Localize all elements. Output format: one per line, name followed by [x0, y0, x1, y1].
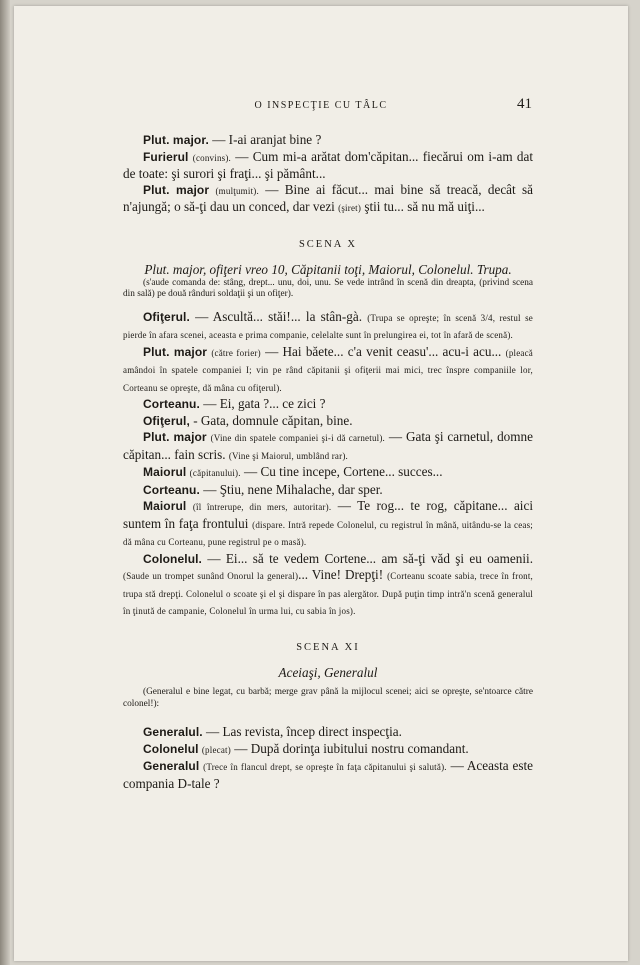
stage-direction: (către forier)	[211, 347, 261, 358]
speaker-name: Maiorul	[143, 499, 187, 514]
stage-direction-block: (Generalul e bine legat, cu barbă; merge grav până la mijlocul scenei; aici se opreşte, se'ntoarce către colonel!):	[123, 687, 533, 709]
speech-text: — Gata şi carnetul, domne căpitan... fain scris.	[123, 429, 533, 462]
stage-direction: (Vine şi Maiorul, umblând rar).	[228, 450, 348, 461]
speaker-name: Generalul.	[143, 725, 203, 740]
speech-text: — Bine ai făcut... mai bine să treacă, decât să n'ajungă; o să-ţi dau un conced, dar vezi	[123, 181, 534, 214]
speaker-name: Plut. major	[143, 182, 210, 197]
scene-cast: Plut. major, ofiţeri vreo 10, Căpitanii toţi, Maiorul, Colonelul. Trupa.	[144, 262, 512, 277]
stage-direction: (îl întrerupe, din mers, autoritar).	[192, 502, 332, 513]
scene-title: SCENA X	[298, 238, 358, 250]
speech-text: ştii tu... să nu mă uiţi...	[361, 199, 485, 214]
dialogue-line	[123, 758, 533, 791]
speaker-name: Generalul	[143, 759, 200, 774]
speaker-name: Ofiţerul.	[143, 309, 190, 324]
book-spine-shadow	[0, 0, 10, 965]
stage-direction: (şiret)	[338, 203, 362, 213]
page-text	[123, 132, 533, 791]
speaker-name: Plut. major	[143, 344, 208, 359]
stage-direction: (căpitanului).	[189, 468, 241, 479]
stage-direction: (Saude un trompet sunând Onorul la general)	[123, 571, 299, 582]
speaker-name: Corteanu.	[143, 397, 200, 412]
dialogue-line	[123, 429, 533, 464]
speech-text: — Ei, gata ?... ce zici ?	[199, 396, 326, 412]
speech-text: — I-ai aranjat bine ?	[208, 132, 322, 147]
book-page	[14, 6, 628, 961]
dialogue-line	[123, 413, 533, 430]
speaker-name: Colonelul	[143, 741, 199, 756]
stage-direction: (Vine din spatele companiei şi-i dă carnetul).	[210, 433, 385, 444]
speech-text: — Cu tine incepe, Cortene... succes...	[240, 464, 443, 480]
stage-direction-block: (s'aude comanda de: stâng, drept... unu, doi, unu. Se vede intrând în scenă din dreapta, (privind scena din sală) pe două rânduri soldaţii şi un ofiţer).	[123, 278, 533, 300]
stage-direction: (dispare. Intră repede Colonelul, cu registrul în mână, uitându-se la ceas; dă mâna cu Corteanu, pune registrul pe o masă).	[123, 519, 534, 548]
speech-text: — Las revista, încep direct inspecţia.	[202, 724, 402, 740]
speaker-name: Plut. major	[143, 430, 207, 445]
speaker-name: Maiorul	[143, 465, 187, 480]
running-title: O INSPECŢIE CU TÂLC	[254, 100, 388, 111]
speaker-name: Ofiţerul,	[143, 413, 190, 428]
scene-title: SCENA XI	[296, 641, 360, 653]
stage-direction: (Trupa se opreşte; în scenă 3/4, restul se pierde în afara scenei, aceasta e prima companie, celelalte sunt în prelungirea ei, tot în afară de scenă).	[123, 312, 533, 341]
speech-text: — Ştiu, nene Mihalache, dar sper.	[199, 481, 383, 497]
speech-text: ... Vine! Drepţi!	[298, 567, 388, 583]
dialogue-line	[123, 551, 533, 620]
speech-text: — Ascultă... stăi!... la stân-gà.	[189, 308, 368, 324]
speaker-name: Furierul	[143, 149, 189, 164]
speech-text: — Hai băete... c'a venit ceasu'... acu-i acu...	[260, 343, 506, 359]
page-header	[14, 98, 628, 118]
dialogue-line	[123, 741, 533, 759]
speaker-name: Plut. major.	[143, 133, 209, 147]
page-number: 41	[517, 96, 532, 112]
dialogue-line	[123, 149, 533, 182]
speech-text: — Aceasta este compania D-tale ?	[123, 758, 533, 791]
speech-text: — Ei... să te vedem Cortene... am să-ţi văd şi eu oamenii.	[202, 550, 533, 566]
stage-direction: (Corteanu scoate sabia, trece în front, trupa stă drepţi. Colonelul o scoate şi el şi dispare în pas alergător. După puţin timp intră'n scenă generalul în ţinută de campanie, Colonelul în urma lui, cu sabia în jos).	[123, 571, 534, 617]
speech-text: — Te rog... te rog, căpitane... aici suntem în faţa frontului	[123, 498, 533, 531]
speaker-name: Colonelul.	[143, 551, 202, 566]
dialogue-line	[123, 396, 533, 413]
scene-cast: Aceiaşi, Generalul	[278, 665, 378, 681]
stage-direction: (pleacă amândoi în spatele companiei I; vin pe rând căpitanii şi ofiţerii mai mici, trec înspre companiile lor, Corteanu se opreşte, dă mâna cu ofiţerul).	[123, 347, 534, 393]
stage-direction: (plecat)	[201, 744, 231, 755]
dialogue-line	[123, 724, 533, 741]
dialogue-line	[123, 344, 533, 397]
dialogue-line	[123, 482, 533, 499]
speech-text: — După dorinţa iubitului nostru comandant.	[230, 740, 469, 756]
speech-text: - Gata, domnule căpitan, bine.	[189, 412, 353, 428]
dialogue-line	[123, 498, 533, 551]
stage-direction: (Trece în flancul drept, se opreşte în faţa căpitanului şi salută).	[203, 762, 447, 773]
dialogue-line	[123, 309, 533, 344]
dialogue-line	[123, 132, 533, 149]
dialogue-line	[123, 182, 533, 217]
stage-direction: (mulţumit).	[215, 185, 259, 196]
speaker-name: Corteanu.	[143, 482, 200, 497]
stage-direction: (convins).	[192, 152, 232, 163]
dialogue-line	[123, 464, 533, 482]
speech-text: — Cum mi-a arătat dom'căpitan... fiecărui om i-am dat de toate: şi surori şi fraţi... şi pământ...	[123, 148, 533, 181]
